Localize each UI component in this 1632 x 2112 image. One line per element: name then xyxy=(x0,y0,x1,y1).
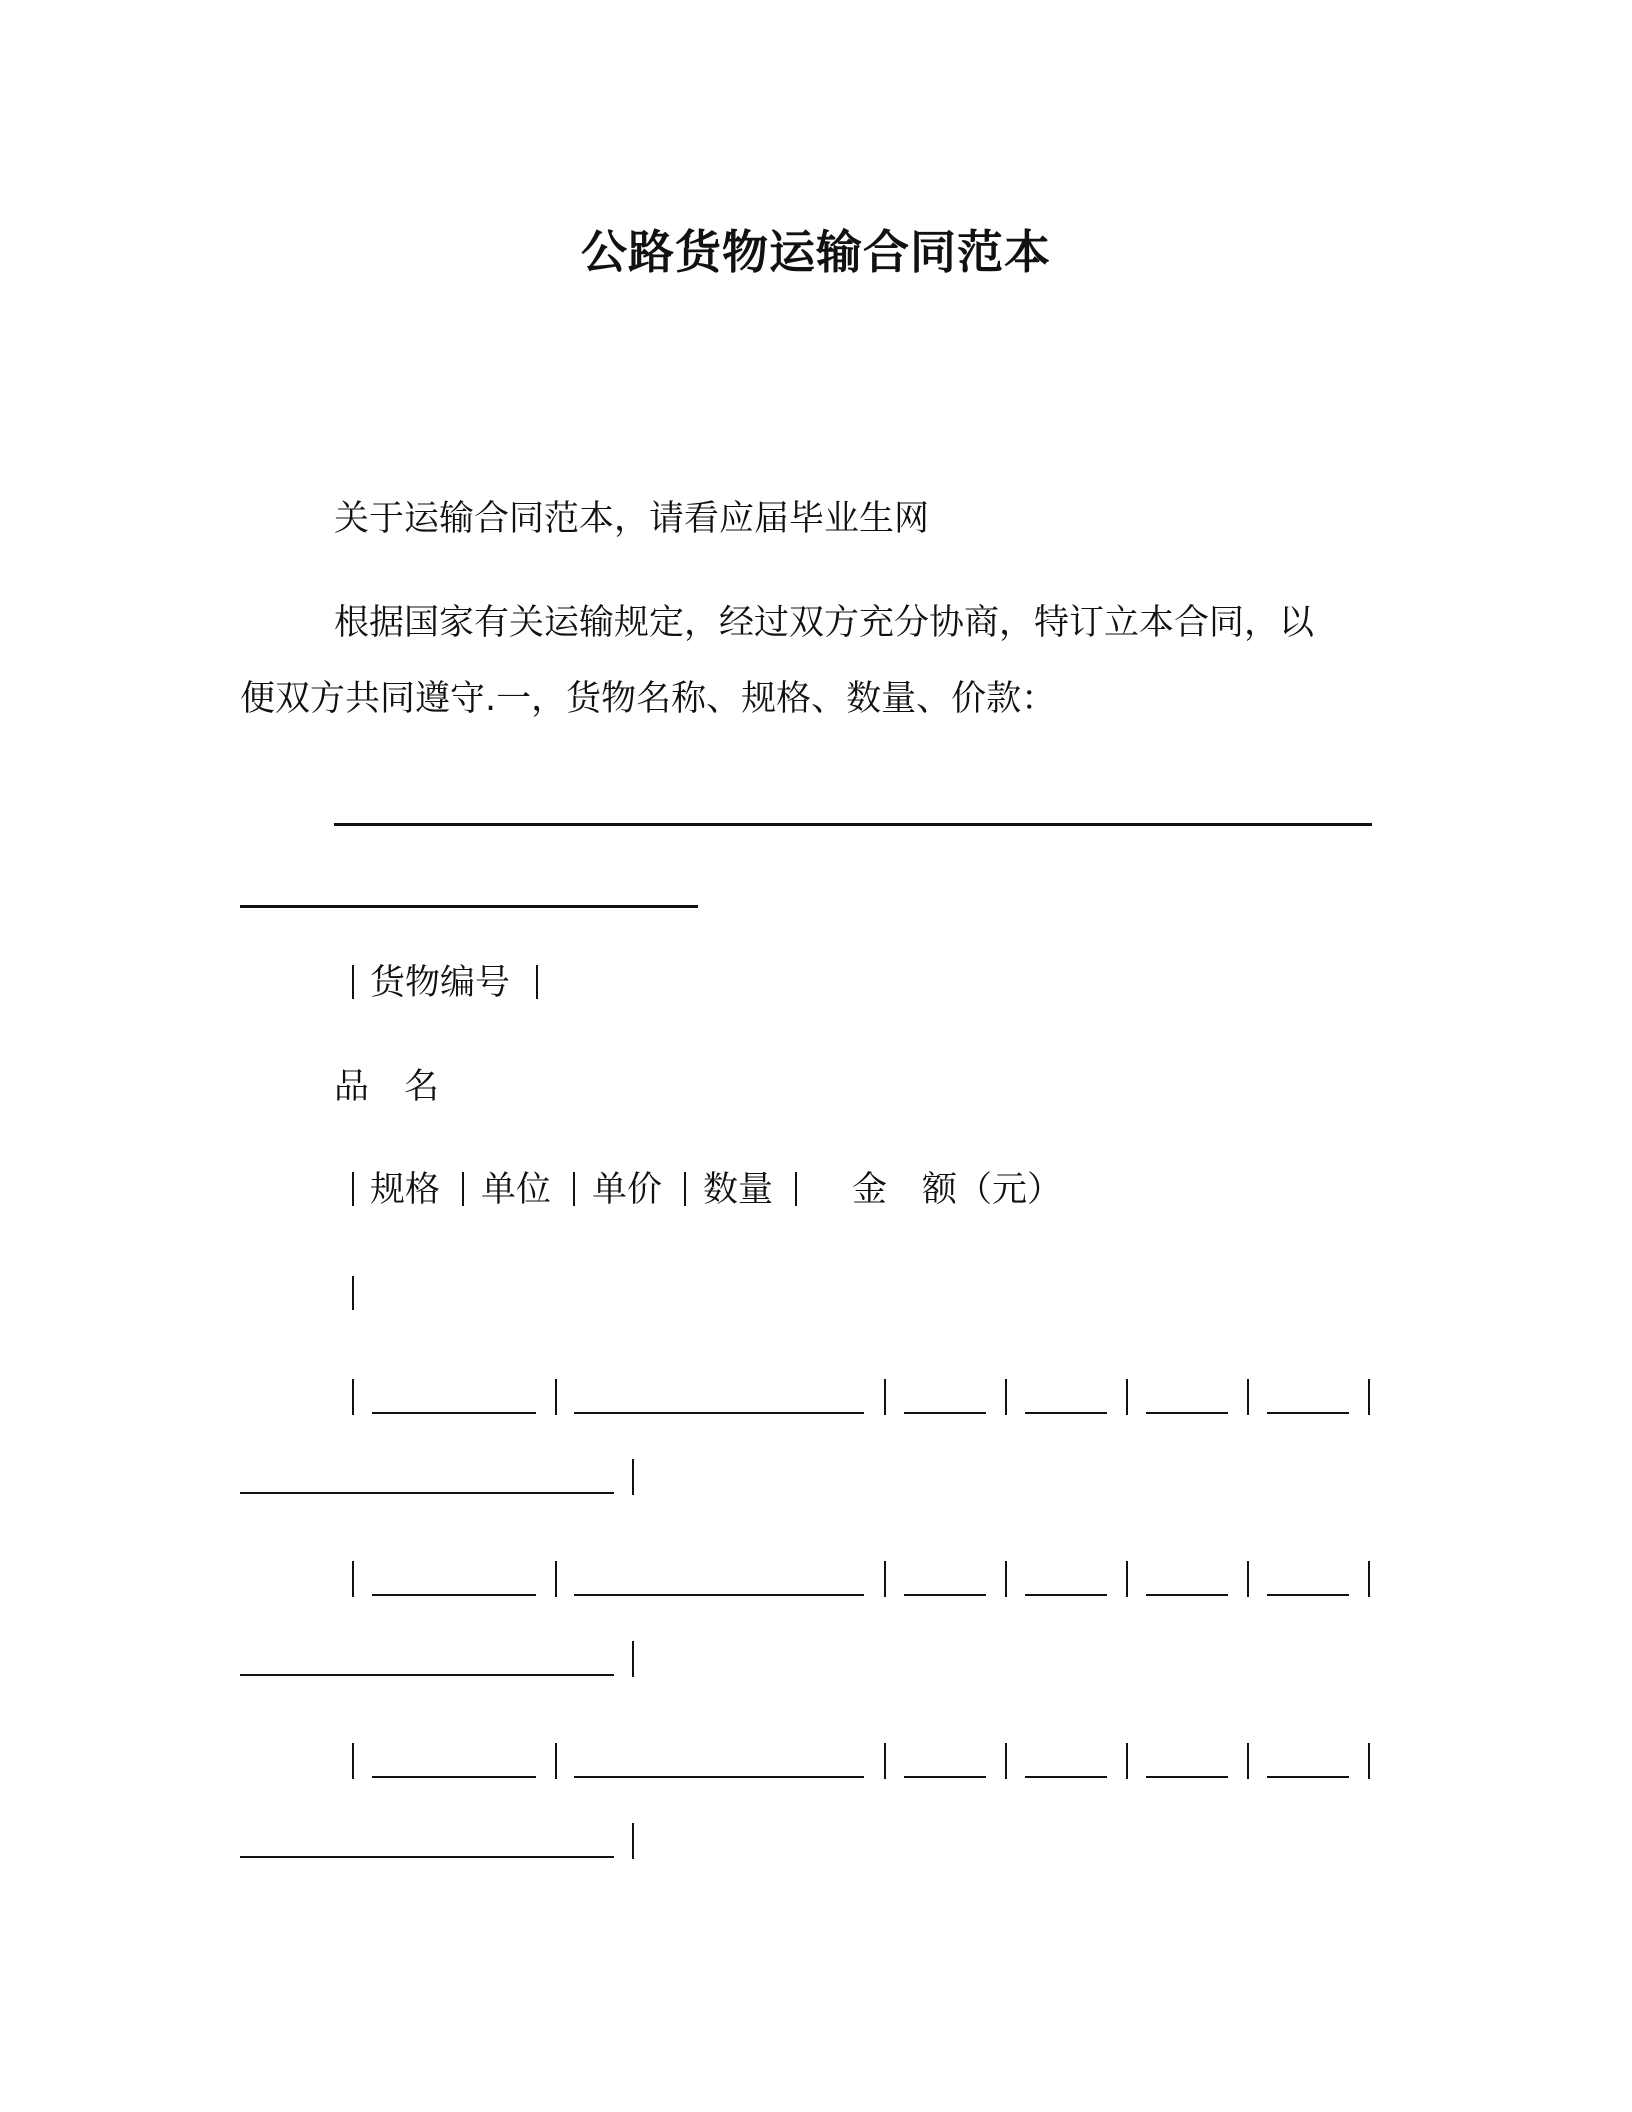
table-bar xyxy=(1368,1743,1370,1779)
table-bar xyxy=(462,1172,464,1206)
table-bar xyxy=(1126,1379,1128,1415)
table-bar xyxy=(352,965,354,999)
blank-cell xyxy=(904,1412,986,1414)
blank-cell xyxy=(1025,1594,1107,1596)
table-bar xyxy=(555,1743,557,1779)
product-name-label: 品 名 xyxy=(334,1067,440,1107)
table-bar xyxy=(1126,1743,1128,1779)
table-bar xyxy=(573,1172,575,1206)
table-bar xyxy=(884,1561,886,1597)
blank-cell xyxy=(574,1594,864,1596)
table-bar xyxy=(555,1561,557,1597)
table-bar xyxy=(555,1379,557,1415)
table-bar xyxy=(352,1743,354,1779)
table-bar xyxy=(632,1459,634,1495)
blank-underline-2 xyxy=(240,905,698,908)
table-bar xyxy=(352,1172,354,1206)
unit-header: 单位 xyxy=(481,1170,552,1210)
table-bar xyxy=(884,1743,886,1779)
paragraph-line-1: 根据国家有关运输规定，经过双方充分协商，特订立本合同，以 xyxy=(334,603,1315,643)
document-title: 公路货物运输合同范本 xyxy=(581,225,1051,279)
blank-cell xyxy=(574,1776,864,1778)
blank-cell xyxy=(1146,1412,1228,1414)
blank-cell xyxy=(372,1412,536,1414)
table-bar xyxy=(352,1379,354,1415)
blank-cell xyxy=(1146,1776,1228,1778)
table-bar xyxy=(1368,1561,1370,1597)
table-bar xyxy=(795,1172,797,1206)
table-bar xyxy=(884,1379,886,1415)
table-bar xyxy=(632,1823,634,1859)
price-header: 单价 xyxy=(592,1170,663,1210)
table-bar xyxy=(352,1276,354,1310)
table-bar xyxy=(632,1641,634,1677)
table-bar xyxy=(684,1172,686,1206)
table-bar xyxy=(352,1561,354,1597)
blank-cell xyxy=(904,1776,986,1778)
blank-cell xyxy=(240,1492,614,1494)
blank-underline-1 xyxy=(334,823,1372,826)
blank-cell xyxy=(372,1594,536,1596)
blank-cell xyxy=(1146,1594,1228,1596)
blank-cell xyxy=(240,1856,614,1858)
intro-line: 关于运输合同范本，请看应届毕业生网 xyxy=(334,499,930,539)
table-bar xyxy=(1126,1561,1128,1597)
table-bar xyxy=(1247,1379,1249,1415)
blank-cell xyxy=(1267,1594,1349,1596)
blank-cell xyxy=(574,1412,864,1414)
table-bar xyxy=(1005,1743,1007,1779)
spec-header: 规格 xyxy=(370,1170,441,1210)
amount-header: 金 额（元） xyxy=(852,1170,1063,1210)
table-bar xyxy=(536,965,538,999)
table-bar xyxy=(1005,1379,1007,1415)
blank-cell xyxy=(1267,1776,1349,1778)
blank-cell xyxy=(240,1674,614,1676)
goods-code-header: 货物编号 xyxy=(370,963,511,1003)
paragraph-line-2: 便双方共同遵守.一，货物名称、规格、数量、价款： xyxy=(240,679,1057,719)
blank-cell xyxy=(1025,1776,1107,1778)
blank-cell xyxy=(904,1594,986,1596)
quantity-header: 数量 xyxy=(703,1170,774,1210)
table-bar xyxy=(1247,1743,1249,1779)
table-bar xyxy=(1005,1561,1007,1597)
table-bar xyxy=(1368,1379,1370,1415)
table-bar xyxy=(1247,1561,1249,1597)
blank-cell xyxy=(372,1776,536,1778)
blank-cell xyxy=(1025,1412,1107,1414)
blank-cell xyxy=(1267,1412,1349,1414)
